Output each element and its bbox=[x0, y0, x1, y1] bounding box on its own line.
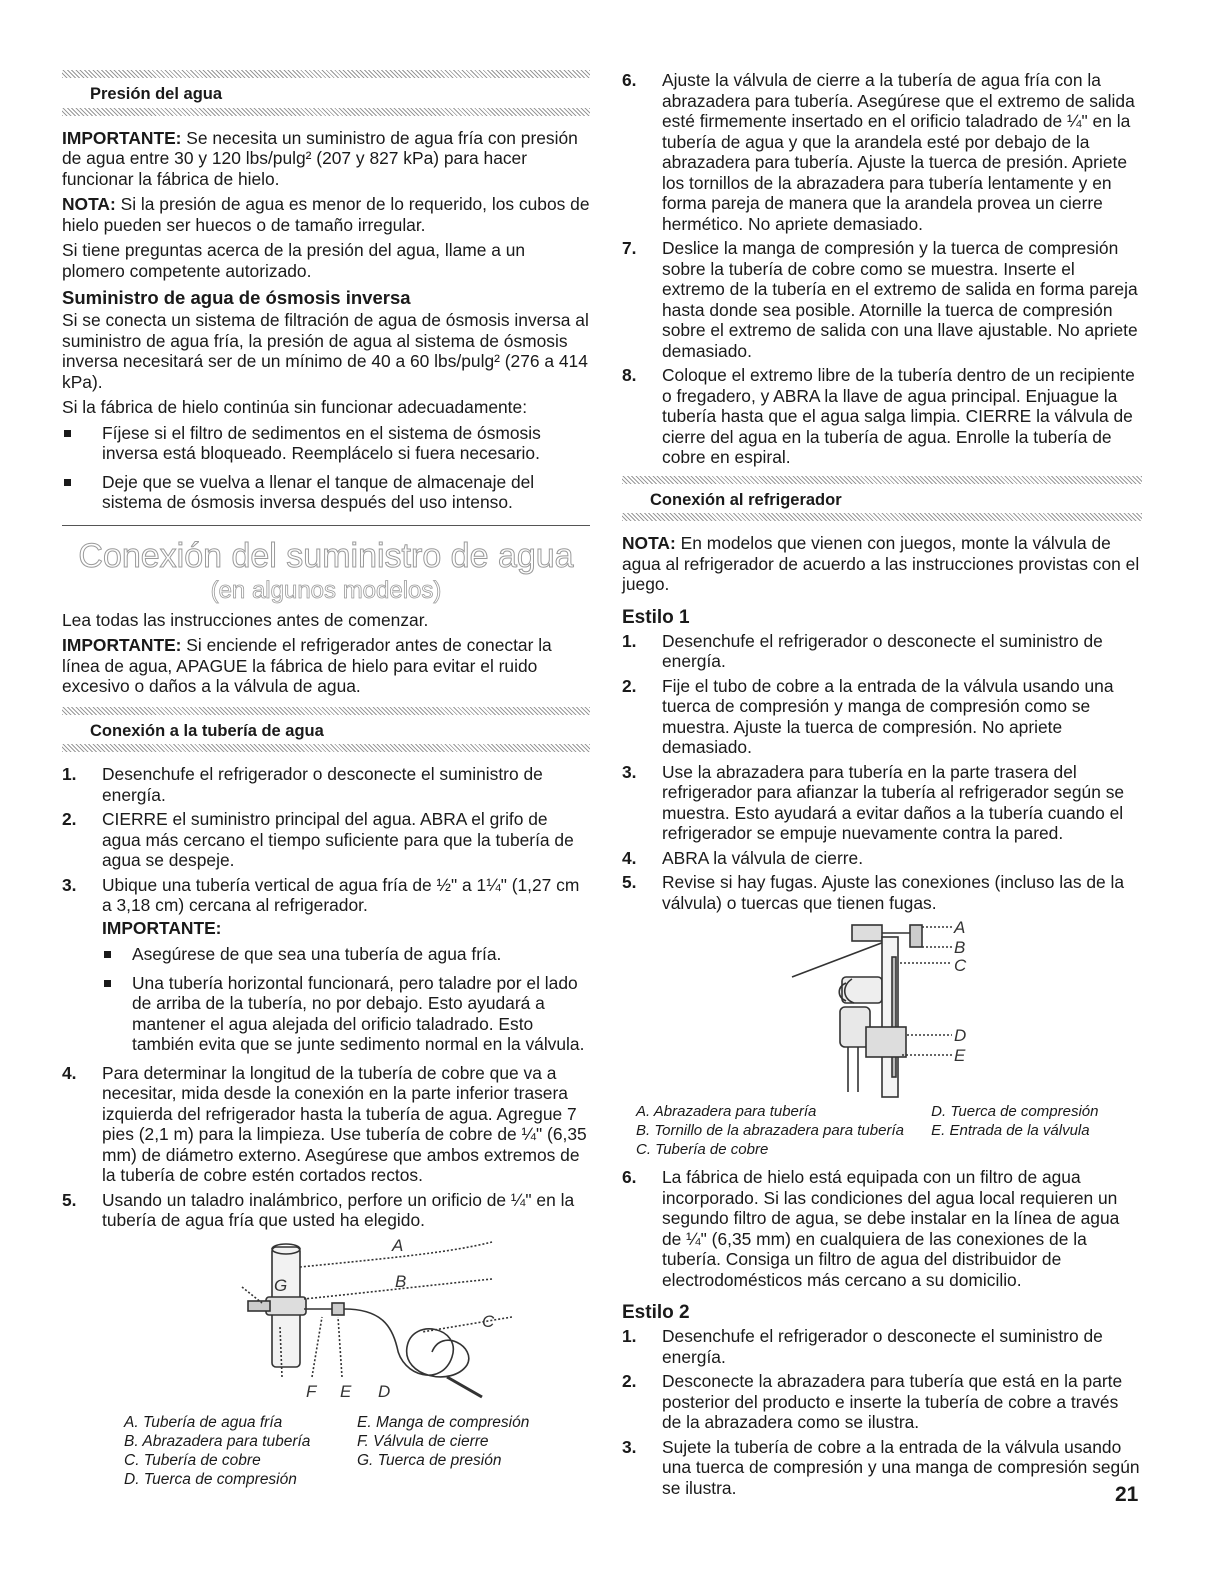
caption: D. Tuerca de compresión bbox=[931, 1103, 1099, 1120]
water-pressure-header bbox=[62, 70, 590, 116]
step-important-label: IMPORTANTE: bbox=[102, 917, 222, 938]
style2-steps bbox=[622, 1326, 1142, 1498]
water-pressure-title: Presión del agua bbox=[90, 85, 223, 103]
list-item: 5. Revise si hay fugas. Ajuste las conexiones (incluso las de la válvula) o tuercas que tienen fugas. bbox=[622, 872, 1125, 913]
right-column bbox=[622, 70, 1142, 1502]
shutoff-valve-figure bbox=[192, 1237, 590, 1407]
caption: F. Válvula de cierre bbox=[357, 1432, 489, 1450]
pipe-steps bbox=[62, 764, 590, 1231]
caption: G. Tuerca de presión bbox=[357, 1451, 502, 1469]
caption: B. Abrazadera para tubería bbox=[124, 1432, 311, 1450]
reverse-osmosis-text: Si se conecta un sistema de filtración de agua de ósmosis inversa al suministro de agua fría, la presión de agua al sistema de ósmosis inversa necesitará ser de un mínimo de 40 a 60 lbs/pulg² (276 a 414 kPa). bbox=[62, 310, 589, 392]
figure-letter-g: G bbox=[274, 1275, 288, 1295]
style1-heading: Estilo 1 bbox=[622, 606, 690, 628]
pipe-connection-title: Conexión a la tubería de agua bbox=[90, 721, 324, 740]
figure-letter-b: B bbox=[954, 938, 966, 957]
caption: C. Tubería de cobre bbox=[636, 1141, 769, 1158]
style1-step6 bbox=[622, 1167, 1142, 1290]
valve-inlet-figure bbox=[782, 917, 1142, 1102]
caption: E. Manga de compresión bbox=[357, 1413, 530, 1431]
list-item: 4. ABRA la válvula de cierre. bbox=[622, 847, 864, 868]
caption: E. Entrada de la válvula bbox=[931, 1122, 1090, 1139]
figure-captions bbox=[636, 1102, 1142, 1159]
list-item: 2. Desconecte la abrazadera para tubería que está en la parte posterior del producto e inserte la tubería de cobre a través de la abrazadera como se ilustra. bbox=[622, 1371, 1123, 1432]
pipe-connection-header bbox=[62, 707, 590, 753]
list-item: 3. Sujete la tubería de cobre a la entrada de la válvula usando una tuerca de compresión y una manga de compresión según se ilustra. bbox=[622, 1436, 1140, 1498]
caption: B. Tornillo de la abrazadera para tubería bbox=[636, 1122, 904, 1139]
list-item: 5. Usando un taladro inalámbrico, perfore un orificio de ¼" en la tubería de agua fría que usted ha elegido. bbox=[62, 1189, 575, 1230]
figure-letter-a: A bbox=[392, 1236, 404, 1255]
list-item: 6. La fábrica de hielo está equipada con un filtro de agua incorporado. Si las condiciones del agua local requieren un segundo filtro de agua, se debe instalar en la línea de agua de ¼" (6,35 mm) en cualquiera de las conexiones de la tubería. Consiga un filtro de agua del distribuidor de electrodomésticos más cercano a su domicilio. bbox=[622, 1167, 1120, 1290]
note-paragraph: NOTA: Si la presión de agua es menor de lo requerido, los cubos de hielo pueden ser huecos o de tamaño irregular. bbox=[62, 194, 590, 235]
list-item: Fíjese si el filtro de sedimentos en el sistema de ósmosis inversa está bloqueado. Reemplácelo si fuera necesario. bbox=[62, 423, 590, 464]
figure-letter-b: B bbox=[395, 1271, 407, 1291]
figure-letter-f: F bbox=[306, 1381, 317, 1401]
list-item: 7. Deslice la manga de compresión y la tuerca de compresión sobre la tubería de cobre como se muestra. Inserte el extremo de la tubería en el extremo de salida en forma pareja hasta donde sea posible. Atornille la tuerca de compresión sobre el extremo de salida con una llave ajustable. No apriete demasiado. bbox=[622, 238, 1138, 361]
figure-letter-d: D bbox=[954, 1026, 967, 1045]
list-item: 1. Desenchufe el refrigerador o desconecte el suministro de energía. bbox=[622, 1326, 1103, 1367]
question-paragraph: Si tiene preguntas acerca de la presión del agua, llame a un plomero competente autorizado. bbox=[62, 240, 526, 281]
list-item: 3. Use la abrazadera para tubería en la parte trasera del refrigerador para afianzar la tubería al refrigerador según se muestra. Esto ayudará a evitar daños a la tubería cuando el refrigerador se empuje nuevamente contra la pared. bbox=[622, 761, 1125, 843]
figure-letter-c: C bbox=[482, 1311, 495, 1331]
list-item: 6. Ajuste la válvula de cierre a la tubería de agua fría con la abrazadera para tubería. Asegúrese que el extremo de salida esté firmemente insertado en el orificio taladrado de ¼" en la tubería de agua y que la arandela esté por debajo de la abrazadera para tubería. Ajuste la tuerca de presión. Apriete los tornillos de la abrazadera para tubería lentamente y en forma pareja de manera que la arandela provea un cierre hermético. No apriete demasiado. bbox=[622, 70, 1135, 234]
page-number: 21 bbox=[1115, 1483, 1139, 1506]
reverse-osmosis-heading: Suministro de agua de ósmosis inversa bbox=[62, 287, 411, 308]
list-item: 3. Ubique una tubería vertical de agua fría de ½" a 1¼" (1,27 cm a 3,18 cm) cercana al refrigerador. IMPORTANTE: Asegúrese de que sea una tubería de agua fría. Una tubería horizontal funcionará, pero taladre por el lado de arriba de la tubería, no por debajo. Esto ayudará a mantener el agua alejada del orificio taladrado. Esto también evita que se junte sedimento normal en la válvula. bbox=[62, 875, 590, 1055]
list-item: 4. Para determinar la longitud de la tubería de cobre que va a necesitar, mida desde la conexión en la parte inferior trasera izquierda del refrigerador hasta la tubería de agua. Agregue 7 pies (2,1 m) para la limpieza. Use tubería de cobre de ¼" (6,35 mm) de diámetro externo. Asegúrese que ambos extremos de la tubería de cobre estén cortados rectos. bbox=[62, 1062, 587, 1185]
shutoff-valve-illustration bbox=[192, 1237, 512, 1407]
fridge-note: NOTA: En modelos que vienen con juegos, monte la válvula de agua al refrigerador de acuerdo a las instrucciones provistas con el juego. bbox=[622, 533, 1140, 594]
caption: A. Abrazadera para tubería bbox=[636, 1103, 817, 1120]
list-item: 8. Coloque el extremo libre de la tubería dentro de un recipiente o fregadero, y ABRA la llave de agua principal. Enjuague la tubería hasta que el agua salga limpia. CIERRE la válvula de cierre del agua en la tubería de agua. Enrolle la tubería de cobre en espiral. bbox=[622, 365, 1135, 467]
important-paragraph: IMPORTANTE: Se necesita un suministro de agua fría con presión de agua entre 30 y 120 lbs/pulg² (207 y 827 kPa) para hacer funcionar la fábrica de hielo. bbox=[62, 127, 578, 189]
reverse-osmosis-bullets bbox=[62, 423, 590, 513]
continued-steps bbox=[622, 70, 1142, 468]
list-item: 2. Fije el tubo de cobre a la entrada de la válvula usando una tuerca de compresión y manga de compresión como se muestra. Ajuste la tuerca de compresión. No apriete demasiado. bbox=[622, 675, 1114, 757]
figure-letter-e: E bbox=[954, 1046, 966, 1065]
read-instructions: Lea todas las instrucciones antes de comenzar. bbox=[62, 609, 429, 630]
list-item: Deje que se vuelva a llenar el tanque de almacenaje del sistema de ósmosis inversa después del uso intenso. bbox=[62, 472, 590, 513]
divider bbox=[62, 525, 590, 526]
caption: D. Tuerca de compresión bbox=[124, 1470, 297, 1488]
list-item: Una tubería horizontal funcionará, pero taladre por el lado de arriba de la tubería, no por debajo. Esto ayudará a mantener el agua alejada del orificio taladrado. Esto también evita que se junte sedimento normal en la válvula. bbox=[102, 973, 590, 1055]
reverse-osmosis-intro: Si la fábrica de hielo continúa sin funcionar adecuadamente: bbox=[62, 397, 528, 417]
figure-letter-d: D bbox=[378, 1381, 391, 1401]
style1-steps bbox=[622, 631, 1142, 914]
fridge-connection-header bbox=[622, 476, 1142, 522]
section-subtitle: (en algunos modelos) bbox=[210, 576, 442, 604]
figure-letter-a: A bbox=[954, 918, 966, 937]
fridge-connection-title: Conexión al refrigerador bbox=[650, 490, 842, 509]
figure-letter-c: C bbox=[954, 956, 967, 975]
valve-inlet-illustration bbox=[782, 917, 982, 1102]
list-item: 2. CIERRE el suministro principal del agua. ABRA el grifo de agua más cercano el tiempo suficiente para que la tubería de agua se despeje. bbox=[62, 809, 574, 870]
figure-captions bbox=[124, 1413, 590, 1489]
figure-letter-e: E bbox=[340, 1381, 352, 1401]
list-item: Asegúrese de que sea una tubería de agua fría. bbox=[102, 944, 590, 965]
list-item: 1. Desenchufe el refrigerador o desconecte el suministro de energía. bbox=[62, 764, 543, 805]
section-important: IMPORTANTE: Si enciende el refrigerador antes de conectar la línea de agua, APAGUE la fábrica de hielo para evitar el ruido excesivo o daños a la válvula de agua. bbox=[62, 635, 552, 696]
caption: A. Tubería de agua fría bbox=[124, 1413, 283, 1431]
step-sub-bullets bbox=[102, 944, 590, 1055]
style2-heading: Estilo 2 bbox=[622, 1302, 690, 1323]
left-column bbox=[62, 70, 590, 1489]
section-title: Conexión del suministro de agua bbox=[78, 536, 574, 575]
list-item: 1. Desenchufe el refrigerador o desconecte el suministro de energía. bbox=[622, 630, 1103, 671]
caption: C. Tubería de cobre bbox=[124, 1451, 261, 1469]
